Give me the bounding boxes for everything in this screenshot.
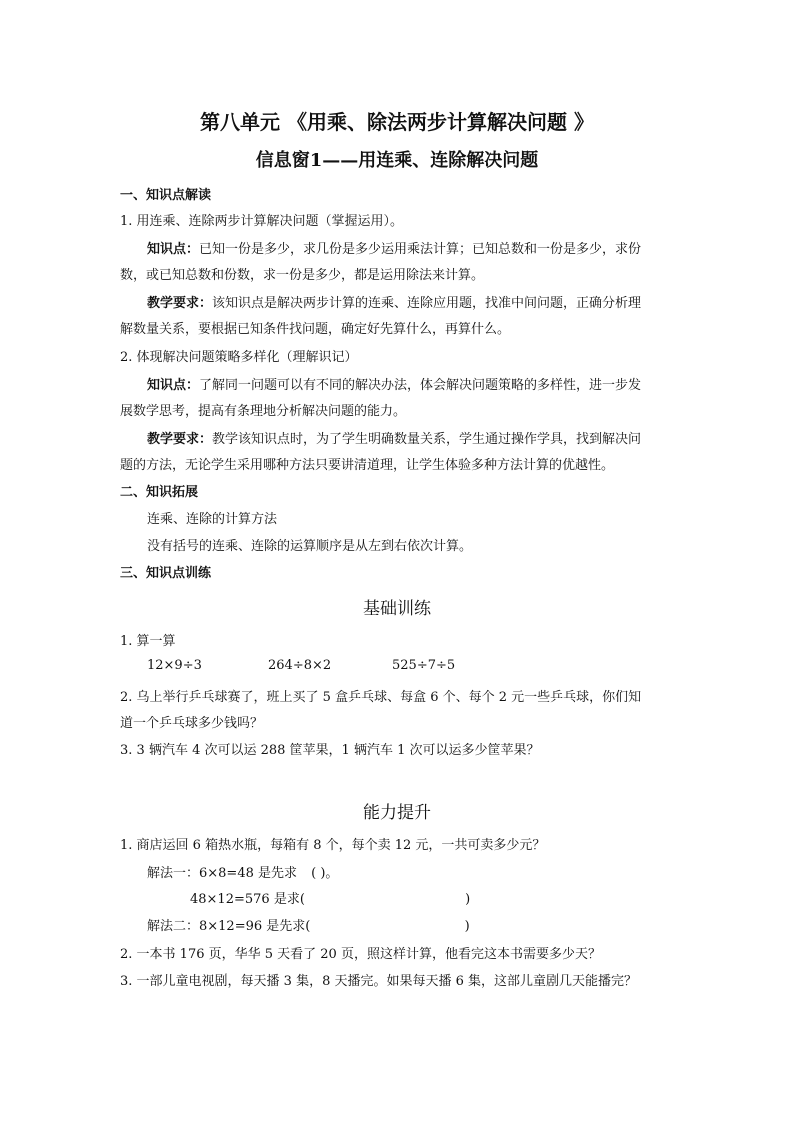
section-heading-2: 二、知识拓展 (120, 485, 199, 500)
kp1-requirement-line-2: 解数量关系，要根据已知条件找问题，确定好先算什么，再算什么。 (120, 322, 511, 337)
advanced-method1-b-close: ) (465, 892, 471, 907)
kp1-heading: 1. 用连乘、连除两步计算解决问题（掌握运用）。 (120, 214, 404, 229)
kp1-knowledge-label: 知识点： (147, 242, 200, 257)
ext-line-1: 连乘、连除的计算方法 (147, 512, 278, 527)
advanced-method2-text: 解法二：8×12=96 是先求( (147, 919, 311, 934)
basic-expr-1: 12×9÷3 (147, 658, 202, 673)
kp1-knowledge-text-1: 已知一份是多少，求几份是多少运用乘法计算；已知总数和一份是多少，求份 (199, 242, 642, 257)
kp2-knowledge-label: 知识点： (147, 378, 200, 393)
basic-training-heading: 基础训练 (363, 599, 431, 619)
advanced-method2-close: ) (464, 919, 470, 934)
kp1-requirement-label: 教学要求： (147, 296, 213, 311)
kp2-requirement-line-1 (147, 428, 641, 447)
kp1-requirement-line-1 (147, 292, 641, 311)
basic-expr-3: 525÷7÷5 (392, 658, 456, 673)
kp2-requirement-label: 教学要求： (147, 432, 213, 447)
kp2-requirement-text-1: 教学该知识点时，为了学生明确数量关系，学生通过操作学具，找到解决问 (212, 432, 642, 447)
advanced-method1-line-a (147, 862, 338, 881)
basic-q2-line-1: 2. 乌上举行乒乓球赛了，班上买了 5 盒乒乓球、每盒 6 个、每个 2 元一些乒乓球，你们知 (120, 690, 642, 705)
kp1-knowledge-line-2: 数，或已知总数和份数，求一份是多少，都是运用除法来计算。 (120, 268, 485, 283)
kp1-knowledge-line-1 (147, 238, 641, 257)
advanced-q1: 1. 商店运回 6 箱热水瓶，每箱有 8 个，每个卖 12 元，一共可卖多少元？ (120, 838, 546, 853)
advanced-heading: 能力提升 (363, 803, 431, 823)
kp2-heading: 2. 体现解决问题策略多样化（理解识记） (120, 350, 358, 365)
section-heading-3: 三、知识点训练 (120, 566, 212, 581)
advanced-method1-b-text: 48×12=576 是求( (190, 892, 305, 907)
page-subtitle: 信息窗1——用连乘、连除解决问题 (255, 150, 539, 171)
basic-q2-line-2: 道一个乒乓球多少钱吗？ (120, 716, 264, 731)
advanced-q3: 3. 一部儿童电视剧，每天播 3 集，8 天播完。如果每天播 6 集，这部儿童剧几天能播完？ (120, 974, 638, 989)
basic-q3: 3. 3 辆汽车 4 次可以运 288 筐苹果，1 辆汽车 1 次可以运多少筐苹果？ (120, 743, 540, 758)
advanced-method2-line (147, 915, 470, 934)
answer-blank-1[interactable]: ( )。 (311, 866, 339, 881)
kp2-requirement-line-2: 题的方法，无论学生采用哪种方法只要讲清道理，让学生体验多种方法计算的优越性。 (120, 458, 615, 473)
basic-expr-2: 264÷8×2 (268, 658, 332, 673)
ext-line-2: 没有括号的连乘、连除的运算顺序是从左到右依次计算。 (147, 539, 473, 554)
kp1-requirement-text-1: 该知识点是解决两步计算的连乘、连除应用题，找准中间问题，正确分析理 (212, 296, 642, 311)
basic-q1: 1. 算一算 (120, 634, 176, 649)
page-title: 第八单元 《用乘、除法两步计算解决问题 》 (200, 110, 594, 134)
kp2-knowledge-line-1 (147, 374, 641, 393)
kp2-knowledge-line-2: 展数学思考，提高有条理地分析解决问题的能力。 (120, 404, 407, 419)
advanced-q2: 2. 一本书 176 页，华华 5 天看了 20 页，照这样计算，他看完这本书需要多少天？ (120, 947, 601, 962)
kp2-knowledge-text-1: 了解同一问题可以有不同的解决办法，体会解决问题策略的多样性，进一步发 (199, 378, 642, 393)
section-heading-1: 一、知识点解读 (120, 188, 212, 203)
advanced-method1-line-b (190, 888, 470, 907)
advanced-method1-a-text: 解法一：6×8=48 是先求 (147, 866, 298, 881)
